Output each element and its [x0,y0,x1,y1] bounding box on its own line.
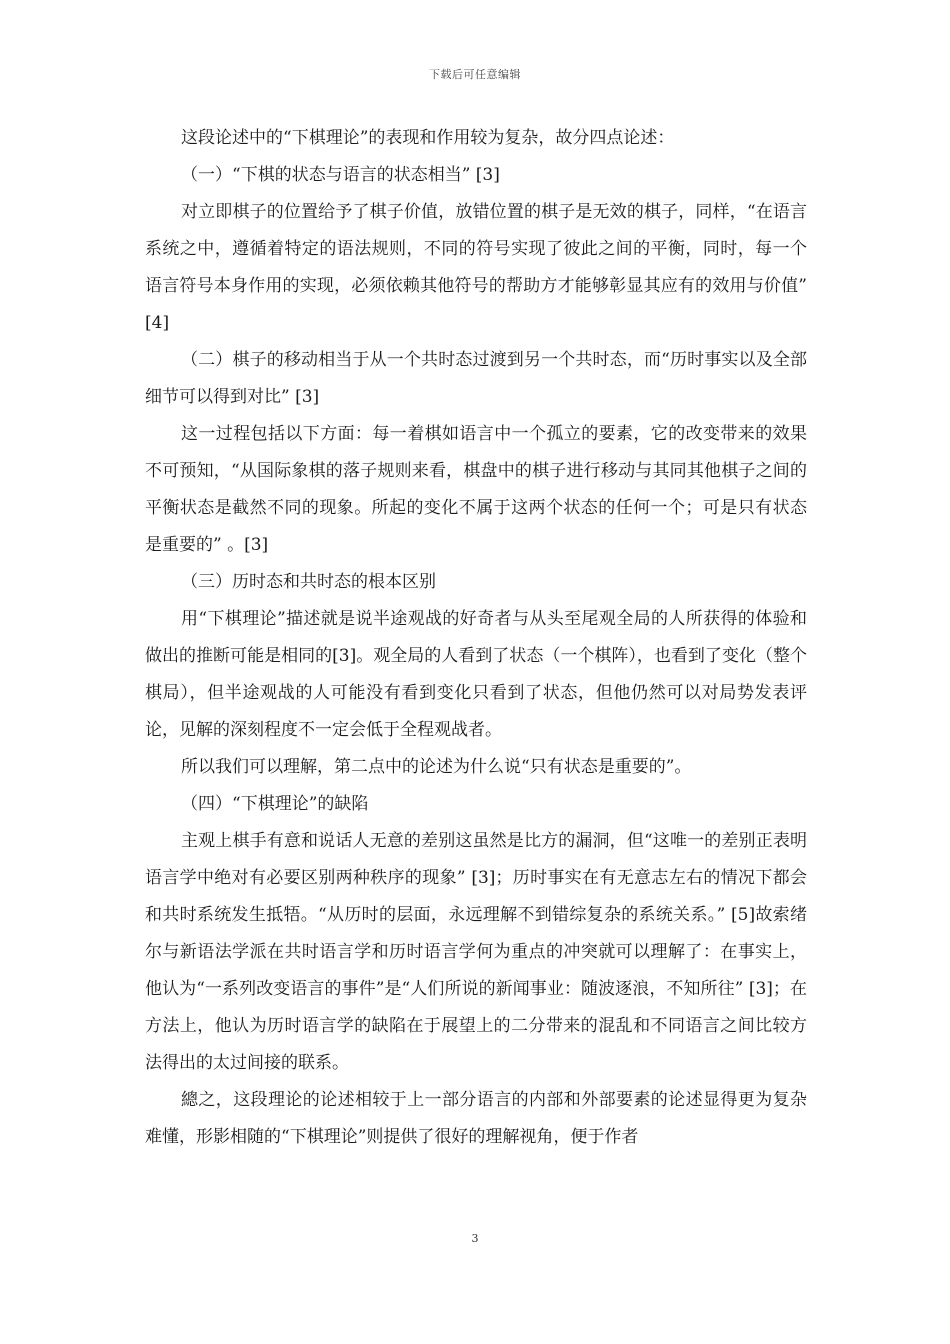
paragraph-3: 用“下棋理论”描述就是说半途观战的好奇者与从头至尾观全局的人所获得的体验和做出的推断可能是相同的[3]。观全局的人看到了状态（一个棋阵），也看到了变化（整个棋局），但半途观战的人可能没有看到变化只看到了状态，但他仍然可以对局势发表评论，见解的深刻程度不一定会低于全程观战者。 [145,609,807,740]
section-heading-1: （一）“下棋的状态与语言的状态相当” [3] [181,165,500,185]
paragraph-conclusion: 總之，这段理论的论述相较于上一部分语言的内部和外部要素的论述显得更为复杂难懂，形影相随的“下棋理论”则提供了很好的理解视角，便于作者 [145,1090,807,1147]
page-number: 3 [471,1232,479,1245]
paragraph-2: 这一过程包括以下方面：每一着棋如语言中一个孤立的要素，它的改变带来的效果不可预知，“从国际象棋的落子规则来看，棋盘中的棋子进行移动与其同其他棋子之间的平衡状态是截然不同的现象。所起的变化不属于这两个状态的任何一个；可是只有状态是重要的” 。[3] [145,424,807,555]
paragraph-1: 对立即棋子的位置给予了棋子价值，放错位置的棋子是无效的棋子，同样，“在语言系统之中，遵循着特定的语法规则，不同的符号实现了彼此之间的平衡，同时，每一个语言符号本身作用的实现，必须依赖其他符号的帮助方才能够彰显其应有的效用与价值” [4] [145,202,807,333]
document-body [145,120,807,1156]
paragraph-4: 主观上棋手有意和说话人无意的差别这虽然是比方的漏洞，但“这唯一的差别正表明语言学中绝对有必要区别两种秩序的现象” [3]；历时事实在有无意志左右的情况下都会和共时系统发生抵牾。“从历时的层面，永远理解不到错综复杂的系统关系。” [5]故索绪尔与新语法学派在共时语言学和历时语言学何为重点的冲突就可以理解了：在事实上，他认为“一系列改变语言的事件”是“人们所说的新闻事业：随波逐浪，不知所往” [3]；在方法上，他认为历时语言学的缺陷在于展望上的二分带来的混乱和不同语言之间比较方法得出的太过间接的联系。 [145,831,807,1073]
page-header: 下载后可任意编辑 [429,68,521,81]
paragraph-intro: 这段论述中的“下棋理论”的表现和作用较为复杂，故分四点论述： [181,128,675,148]
section-heading-2: （二）棋子的移动相当于从一个共时态过渡到另一个共时态，而“历时事实以及全部细节可以得到对比” [3] [145,350,807,407]
section-heading-3: （三）历时态和共时态的根本区别 [181,572,436,592]
section-heading-4: （四）“下棋理论”的缺陷 [181,794,369,814]
paragraph-3b: 所以我们可以理解，第二点中的论述为什么说“只有状态是重要的”。 [181,757,692,777]
